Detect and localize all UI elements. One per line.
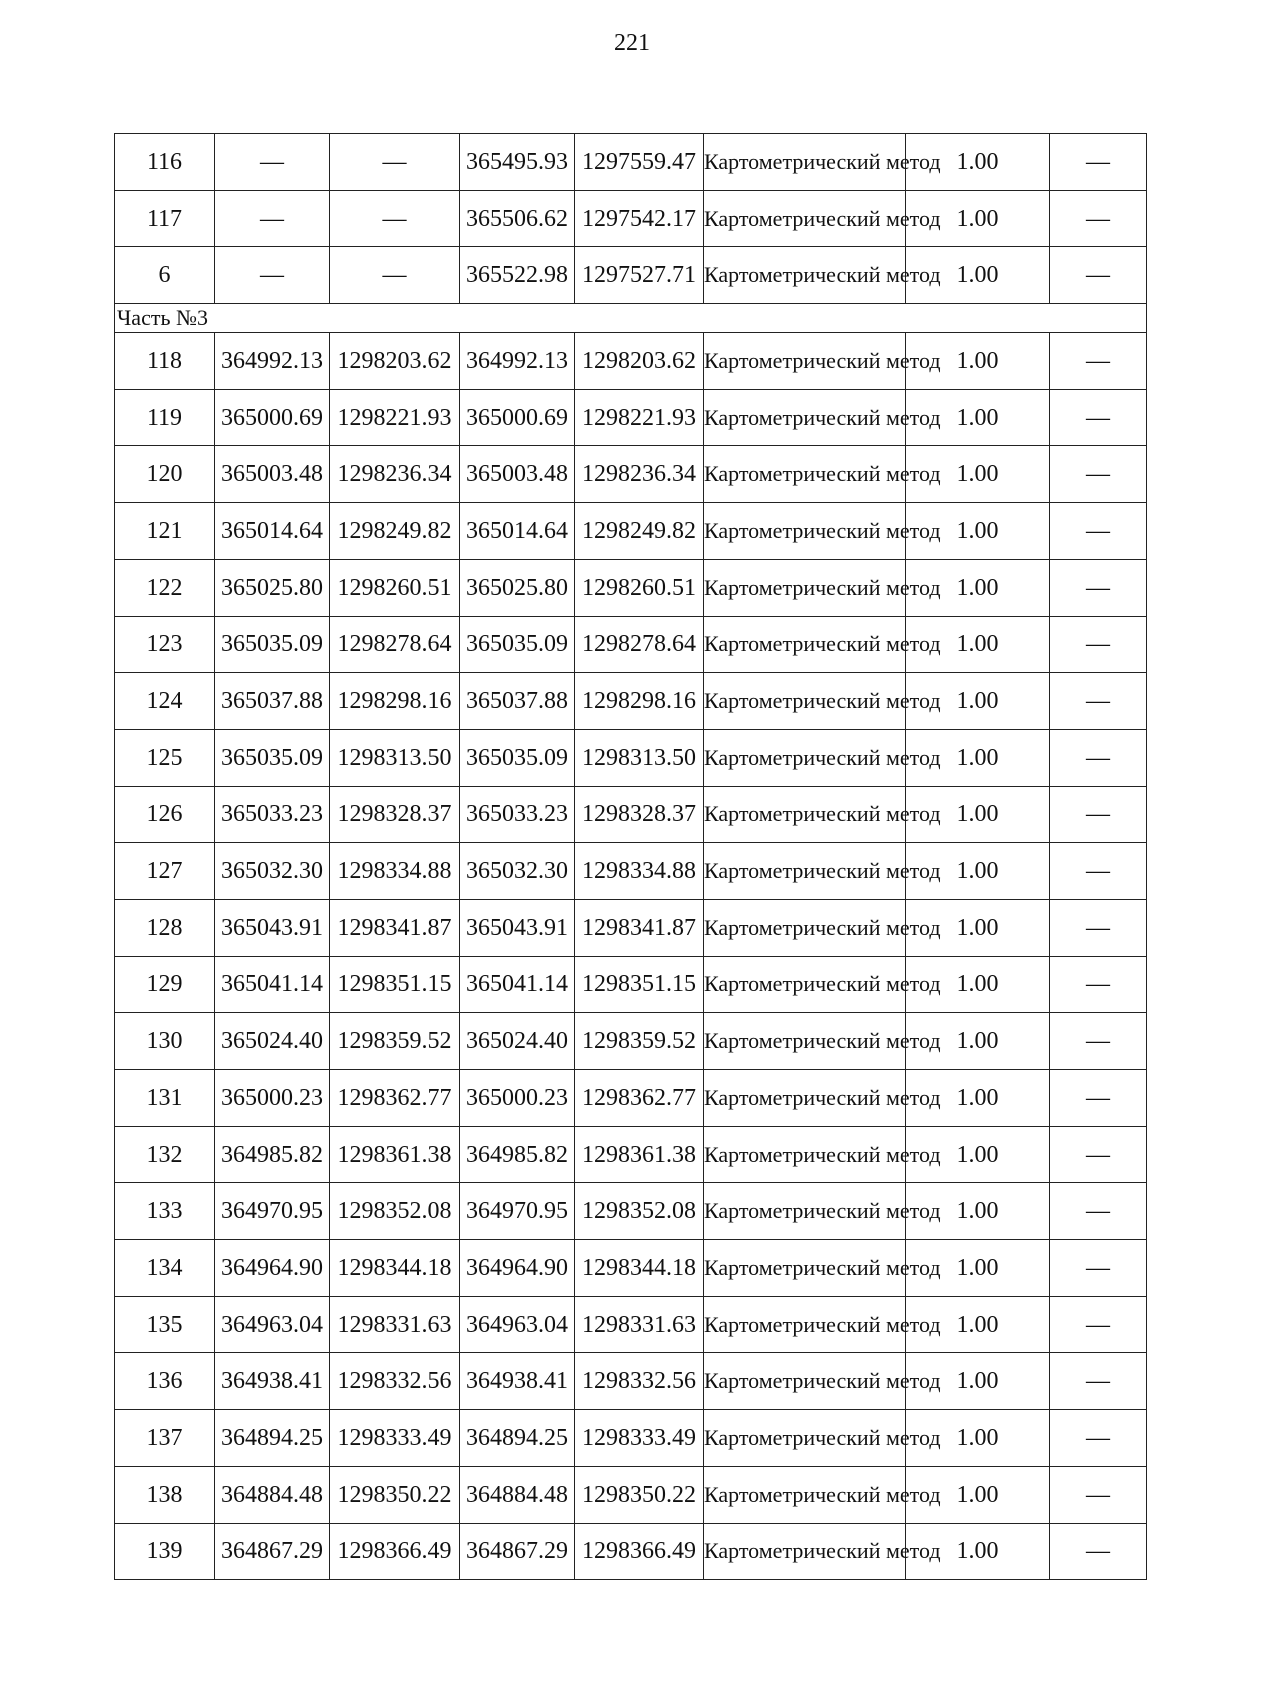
cell-note: — — [1050, 446, 1147, 503]
cell-old-y: 1298278.64 — [330, 616, 460, 673]
table-row — [115, 843, 1147, 900]
table-row — [115, 1126, 1147, 1183]
page-number: 221 — [614, 30, 650, 56]
cell-new-x: 364894.25 — [460, 1410, 575, 1467]
cell-method: Картометрический метод — [704, 1353, 906, 1410]
cell-old-x: 365035.09 — [215, 729, 330, 786]
cell-new-y: 1298203.62 — [575, 333, 704, 390]
cell-point-number: 121 — [115, 503, 215, 560]
cell-old-y: — — [330, 134, 460, 191]
cell-method: Картометрический метод — [704, 1126, 906, 1183]
cell-point-number: 139 — [115, 1523, 215, 1580]
cell-old-y: — — [330, 190, 460, 247]
cell-old-x: 365000.69 — [215, 389, 330, 446]
cell-new-x: 365033.23 — [460, 786, 575, 843]
cell-old-x: 365032.30 — [215, 843, 330, 900]
cell-new-y: 1298361.38 — [575, 1126, 704, 1183]
cell-point-number: 118 — [115, 333, 215, 390]
cell-point-number: 138 — [115, 1466, 215, 1523]
cell-new-x: 365024.40 — [460, 1013, 575, 1070]
cell-new-y: 1298366.49 — [575, 1523, 704, 1580]
cell-old-x: 365000.23 — [215, 1070, 330, 1127]
cell-note: — — [1050, 1013, 1147, 1070]
cell-method: Картометрический метод — [704, 616, 906, 673]
cell-old-y: 1298350.22 — [330, 1466, 460, 1523]
cell-old-y: 1298298.16 — [330, 673, 460, 730]
cell-method: Картометрический метод — [704, 190, 906, 247]
cell-method: Картометрический метод — [704, 843, 906, 900]
cell-old-y: 1298341.87 — [330, 899, 460, 956]
cell-old-y: 1298221.93 — [330, 389, 460, 446]
cell-old-y: 1298260.51 — [330, 559, 460, 616]
cell-method: Картометрический метод — [704, 1240, 906, 1297]
table-row — [115, 673, 1147, 730]
cell-accuracy: 1.00 — [906, 1410, 1050, 1467]
section-row — [115, 304, 1147, 333]
cell-old-x: 365035.09 — [215, 616, 330, 673]
table-row — [115, 247, 1147, 304]
cell-new-x: 365000.23 — [460, 1070, 575, 1127]
cell-note: — — [1050, 247, 1147, 304]
cell-note: — — [1050, 134, 1147, 191]
cell-old-x: 364985.82 — [215, 1126, 330, 1183]
table-row — [115, 1183, 1147, 1240]
table-row — [115, 1523, 1147, 1580]
cell-old-x: 365043.91 — [215, 899, 330, 956]
table-row — [115, 559, 1147, 616]
cell-point-number: 133 — [115, 1183, 215, 1240]
cell-method: Картометрический метод — [704, 503, 906, 560]
cell-point-number: 120 — [115, 446, 215, 503]
cell-method: Картометрический метод — [704, 673, 906, 730]
cell-new-y: 1298362.77 — [575, 1070, 704, 1127]
cell-point-number: 117 — [115, 190, 215, 247]
cell-new-y: 1298351.15 — [575, 956, 704, 1013]
cell-method: Картометрический метод — [704, 956, 906, 1013]
cell-accuracy: 1.00 — [906, 190, 1050, 247]
cell-new-y: 1298350.22 — [575, 1466, 704, 1523]
cell-new-x: 365000.69 — [460, 389, 575, 446]
cell-note: — — [1050, 899, 1147, 956]
cell-note: — — [1050, 1240, 1147, 1297]
cell-new-x: 365041.14 — [460, 956, 575, 1013]
table-row — [115, 786, 1147, 843]
cell-note: — — [1050, 333, 1147, 390]
cell-new-y: 1297542.17 — [575, 190, 704, 247]
cell-new-x: 365043.91 — [460, 899, 575, 956]
cell-accuracy: 1.00 — [906, 843, 1050, 900]
cell-old-y: 1298334.88 — [330, 843, 460, 900]
cell-old-y: 1298313.50 — [330, 729, 460, 786]
cell-method: Картометрический метод — [704, 559, 906, 616]
table-row — [115, 616, 1147, 673]
cell-note: — — [1050, 843, 1147, 900]
cell-accuracy: 1.00 — [906, 1070, 1050, 1127]
cell-point-number: 130 — [115, 1013, 215, 1070]
cell-old-x: 365025.80 — [215, 559, 330, 616]
cell-point-number: 131 — [115, 1070, 215, 1127]
cell-accuracy: 1.00 — [906, 956, 1050, 1013]
cell-accuracy: 1.00 — [906, 1296, 1050, 1353]
cell-new-x: 364867.29 — [460, 1523, 575, 1580]
table-row — [115, 134, 1147, 191]
cell-accuracy: 1.00 — [906, 899, 1050, 956]
cell-accuracy: 1.00 — [906, 1240, 1050, 1297]
cell-old-x: 364963.04 — [215, 1296, 330, 1353]
cell-old-x: 364938.41 — [215, 1353, 330, 1410]
cell-old-x: 364992.13 — [215, 333, 330, 390]
cell-new-x: 365495.93 — [460, 134, 575, 191]
cell-point-number: 126 — [115, 786, 215, 843]
cell-note: — — [1050, 559, 1147, 616]
cell-accuracy: 1.00 — [906, 134, 1050, 191]
cell-old-x: — — [215, 134, 330, 191]
cell-accuracy: 1.00 — [906, 1013, 1050, 1070]
cell-old-x: 365037.88 — [215, 673, 330, 730]
cell-new-y: 1298334.88 — [575, 843, 704, 900]
cell-note: — — [1050, 389, 1147, 446]
cell-point-number: 128 — [115, 899, 215, 956]
cell-old-y: 1298359.52 — [330, 1013, 460, 1070]
cell-new-y: 1298236.34 — [575, 446, 704, 503]
cell-new-x: 364964.90 — [460, 1240, 575, 1297]
cell-accuracy: 1.00 — [906, 389, 1050, 446]
table-row — [115, 956, 1147, 1013]
cell-old-y: 1298362.77 — [330, 1070, 460, 1127]
cell-new-y: 1298333.49 — [575, 1410, 704, 1467]
cell-method: Картометрический метод — [704, 1523, 906, 1580]
cell-note: — — [1050, 673, 1147, 730]
cell-old-y: 1298203.62 — [330, 333, 460, 390]
cell-new-y: 1298328.37 — [575, 786, 704, 843]
cell-accuracy: 1.00 — [906, 446, 1050, 503]
cell-new-x: 365506.62 — [460, 190, 575, 247]
table-row — [115, 333, 1147, 390]
cell-note: — — [1050, 1466, 1147, 1523]
cell-accuracy: 1.00 — [906, 729, 1050, 786]
cell-old-x: 364970.95 — [215, 1183, 330, 1240]
cell-new-x: 364884.48 — [460, 1466, 575, 1523]
cell-point-number: 134 — [115, 1240, 215, 1297]
cell-new-x: 364938.41 — [460, 1353, 575, 1410]
cell-new-y: 1298221.93 — [575, 389, 704, 446]
cell-note: — — [1050, 1296, 1147, 1353]
cell-old-x: 365033.23 — [215, 786, 330, 843]
cell-new-y: 1298278.64 — [575, 616, 704, 673]
cell-method: Картометрический метод — [704, 729, 906, 786]
cell-new-y: 1298298.16 — [575, 673, 704, 730]
cell-new-x: 365037.88 — [460, 673, 575, 730]
cell-old-x: 365014.64 — [215, 503, 330, 560]
section-label: Часть №3 — [115, 304, 1147, 333]
cell-accuracy: 1.00 — [906, 1353, 1050, 1410]
cell-accuracy: 1.00 — [906, 673, 1050, 730]
cell-note: — — [1050, 1183, 1147, 1240]
table-row — [115, 190, 1147, 247]
cell-note: — — [1050, 729, 1147, 786]
cell-new-y: 1298359.52 — [575, 1013, 704, 1070]
cell-new-y: 1298331.63 — [575, 1296, 704, 1353]
table-row — [115, 729, 1147, 786]
cell-old-y: 1298236.34 — [330, 446, 460, 503]
cell-method: Картометрический метод — [704, 899, 906, 956]
cell-old-y: 1298331.63 — [330, 1296, 460, 1353]
cell-new-y: 1297527.71 — [575, 247, 704, 304]
table-row — [115, 1070, 1147, 1127]
cell-note: — — [1050, 190, 1147, 247]
table-row — [115, 1353, 1147, 1410]
cell-old-x: 365003.48 — [215, 446, 330, 503]
cell-accuracy: 1.00 — [906, 559, 1050, 616]
cell-method: Картометрический метод — [704, 446, 906, 503]
table-row — [115, 446, 1147, 503]
cell-method: Картометрический метод — [704, 1410, 906, 1467]
table-row — [115, 503, 1147, 560]
cell-old-y: 1298351.15 — [330, 956, 460, 1013]
cell-point-number: 132 — [115, 1126, 215, 1183]
cell-old-x: 364964.90 — [215, 1240, 330, 1297]
cell-old-x: 364867.29 — [215, 1523, 330, 1580]
cell-point-number: 6 — [115, 247, 215, 304]
cell-new-x: 365025.80 — [460, 559, 575, 616]
cell-old-x: 365024.40 — [215, 1013, 330, 1070]
cell-old-y: 1298333.49 — [330, 1410, 460, 1467]
cell-new-y: 1298313.50 — [575, 729, 704, 786]
cell-note: — — [1050, 956, 1147, 1013]
cell-new-x: 365003.48 — [460, 446, 575, 503]
table-row — [115, 389, 1147, 446]
table-row — [115, 1296, 1147, 1353]
cell-point-number: 116 — [115, 134, 215, 191]
cell-method: Картометрический метод — [704, 247, 906, 304]
cell-accuracy: 1.00 — [906, 503, 1050, 560]
cell-old-y: 1298344.18 — [330, 1240, 460, 1297]
cell-point-number: 136 — [115, 1353, 215, 1410]
cell-new-y: 1298352.08 — [575, 1183, 704, 1240]
coordinates-table — [114, 133, 1147, 1580]
cell-old-y: — — [330, 247, 460, 304]
cell-new-y: 1298260.51 — [575, 559, 704, 616]
table-row — [115, 1013, 1147, 1070]
cell-accuracy: 1.00 — [906, 1126, 1050, 1183]
cell-new-y: 1298341.87 — [575, 899, 704, 956]
cell-point-number: 135 — [115, 1296, 215, 1353]
cell-method: Картометрический метод — [704, 1466, 906, 1523]
cell-point-number: 123 — [115, 616, 215, 673]
cell-old-x: 365041.14 — [215, 956, 330, 1013]
cell-old-x: — — [215, 247, 330, 304]
cell-note: — — [1050, 616, 1147, 673]
cell-old-y: 1298249.82 — [330, 503, 460, 560]
cell-new-x: 365035.09 — [460, 616, 575, 673]
table-row — [115, 899, 1147, 956]
cell-new-x: 364985.82 — [460, 1126, 575, 1183]
cell-new-y: 1298344.18 — [575, 1240, 704, 1297]
table-row — [115, 1466, 1147, 1523]
cell-new-y: 1298249.82 — [575, 503, 704, 560]
cell-old-y: 1298328.37 — [330, 786, 460, 843]
cell-accuracy: 1.00 — [906, 786, 1050, 843]
cell-method: Картометрический метод — [704, 786, 906, 843]
cell-point-number: 125 — [115, 729, 215, 786]
cell-accuracy: 1.00 — [906, 1466, 1050, 1523]
cell-note: — — [1050, 1070, 1147, 1127]
cell-old-x: 364884.48 — [215, 1466, 330, 1523]
cell-new-x: 365032.30 — [460, 843, 575, 900]
cell-method: Картометрический метод — [704, 1013, 906, 1070]
cell-note: — — [1050, 1523, 1147, 1580]
cell-new-x: 365014.64 — [460, 503, 575, 560]
cell-old-y: 1298332.56 — [330, 1353, 460, 1410]
cell-point-number: 122 — [115, 559, 215, 616]
cell-method: Картометрический метод — [704, 1183, 906, 1240]
cell-accuracy: 1.00 — [906, 247, 1050, 304]
cell-old-x: — — [215, 190, 330, 247]
cell-old-x: 364894.25 — [215, 1410, 330, 1467]
cell-method: Картометрический метод — [704, 333, 906, 390]
cell-new-x: 364970.95 — [460, 1183, 575, 1240]
table-row — [115, 1410, 1147, 1467]
cell-point-number: 124 — [115, 673, 215, 730]
cell-accuracy: 1.00 — [906, 333, 1050, 390]
cell-new-x: 365035.09 — [460, 729, 575, 786]
coordinates-table-body — [115, 134, 1147, 1580]
cell-new-y: 1297559.47 — [575, 134, 704, 191]
cell-new-y: 1298332.56 — [575, 1353, 704, 1410]
cell-new-x: 364963.04 — [460, 1296, 575, 1353]
cell-method: Картометрический метод — [704, 1070, 906, 1127]
cell-accuracy: 1.00 — [906, 1183, 1050, 1240]
cell-note: — — [1050, 1126, 1147, 1183]
cell-old-y: 1298366.49 — [330, 1523, 460, 1580]
cell-old-y: 1298352.08 — [330, 1183, 460, 1240]
cell-method: Картометрический метод — [704, 389, 906, 446]
cell-new-x: 365522.98 — [460, 247, 575, 304]
cell-point-number: 137 — [115, 1410, 215, 1467]
cell-point-number: 119 — [115, 389, 215, 446]
cell-note: — — [1050, 503, 1147, 560]
cell-note: — — [1050, 786, 1147, 843]
cell-accuracy: 1.00 — [906, 1523, 1050, 1580]
cell-note: — — [1050, 1410, 1147, 1467]
cell-point-number: 129 — [115, 956, 215, 1013]
cell-point-number: 127 — [115, 843, 215, 900]
table-row — [115, 1240, 1147, 1297]
cell-accuracy: 1.00 — [906, 616, 1050, 673]
cell-old-y: 1298361.38 — [330, 1126, 460, 1183]
cell-method: Картометрический метод — [704, 134, 906, 191]
cell-note: — — [1050, 1353, 1147, 1410]
cell-method: Картометрический метод — [704, 1296, 906, 1353]
cell-new-x: 364992.13 — [460, 333, 575, 390]
